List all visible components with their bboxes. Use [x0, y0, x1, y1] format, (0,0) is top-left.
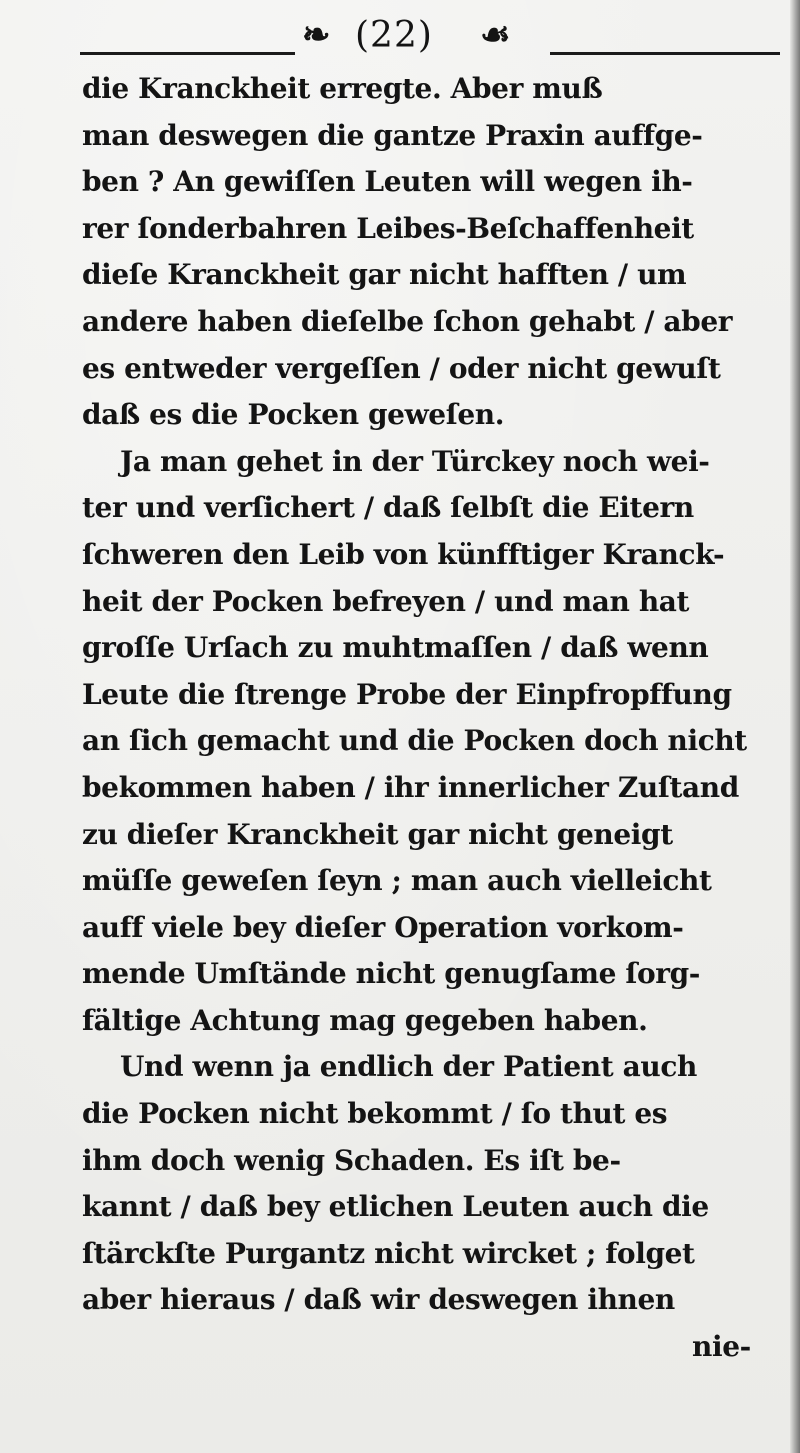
text-line: kannt / daß bey etlichen Leuten auch die	[82, 1190, 709, 1224]
text-line: bekommen haben / ihr innerlicher Zuſtand	[82, 770, 739, 804]
text-line: dieſe Kranckheit gar nicht hafften / um	[82, 258, 687, 292]
paragraph-start-line: Und wenn ja endlich der Patient auch	[120, 1050, 697, 1084]
text-line: ſchweren den Leib von künfftiger Kranck-	[82, 537, 725, 571]
text-line: aber hieraus / daß wir deswegen ihnen	[82, 1283, 675, 1317]
page-edge-shadow	[790, 0, 800, 1453]
paragraph-start-line: Ja man gehet in der Türckey noch wei-	[120, 444, 710, 478]
text-line: auff viele bey dieſer Operation vorkom-	[82, 910, 684, 944]
text-line: heit der Pocken befreyen / und man hat	[82, 584, 690, 618]
text-line: die Kranckheit erregte. Aber muß	[82, 72, 603, 105]
text-line: müſſe geweſen ſeyn ; man auch vielleicht	[82, 864, 712, 898]
text-line: andere haben dieſelbe ſchon gehabt / aber	[82, 304, 733, 338]
text-line: an ſich gemacht und die Pocken doch nicht	[82, 724, 747, 758]
text-line: rer ſonderbahren Leibes-Beſchaffenheit	[82, 211, 694, 245]
text-line: die Pocken nicht bekommt / ſo thut es	[82, 1097, 668, 1131]
text-line: mende Umſtände nicht genugſame ſorg-	[82, 957, 701, 991]
header-rule-left	[80, 52, 295, 55]
page-number: (22)	[355, 15, 433, 56]
fleuron-left-icon: ❧	[302, 15, 331, 55]
catchword: nie-	[692, 1330, 751, 1364]
header-rule-right	[550, 52, 780, 55]
text-line: man deswegen die gantze Praxin auffge-	[82, 118, 703, 152]
body-text	[82, 66, 800, 1371]
text-line: zu dieſer Kranckheit gar nicht geneigt	[82, 817, 673, 851]
text-line: daß es die Pocken geweſen.	[82, 398, 505, 432]
text-line: ben ? An gewiſſen Leuten will wegen ih-	[82, 165, 693, 199]
text-line: ter und verſichert / daß ſelbſt die Eitern	[82, 491, 694, 525]
fleuron-right-icon: ☙	[480, 15, 511, 55]
text-line: ihm doch wenig Schaden. Es iſt be-	[82, 1143, 621, 1177]
text-line: groſſe Urſach zu muhtmaſſen / daß wenn	[82, 631, 709, 665]
text-line: fältige Achtung mag gegeben haben.	[82, 1003, 648, 1037]
page-header	[80, 10, 780, 60]
text-line: ſtärckſte Purgantz nicht wircket ; folget	[82, 1236, 695, 1270]
text-line: Leute die ſtrenge Probe der Einpfropffung	[82, 677, 732, 711]
text-line: es entweder vergeſſen / oder nicht gewuſt	[82, 351, 721, 385]
